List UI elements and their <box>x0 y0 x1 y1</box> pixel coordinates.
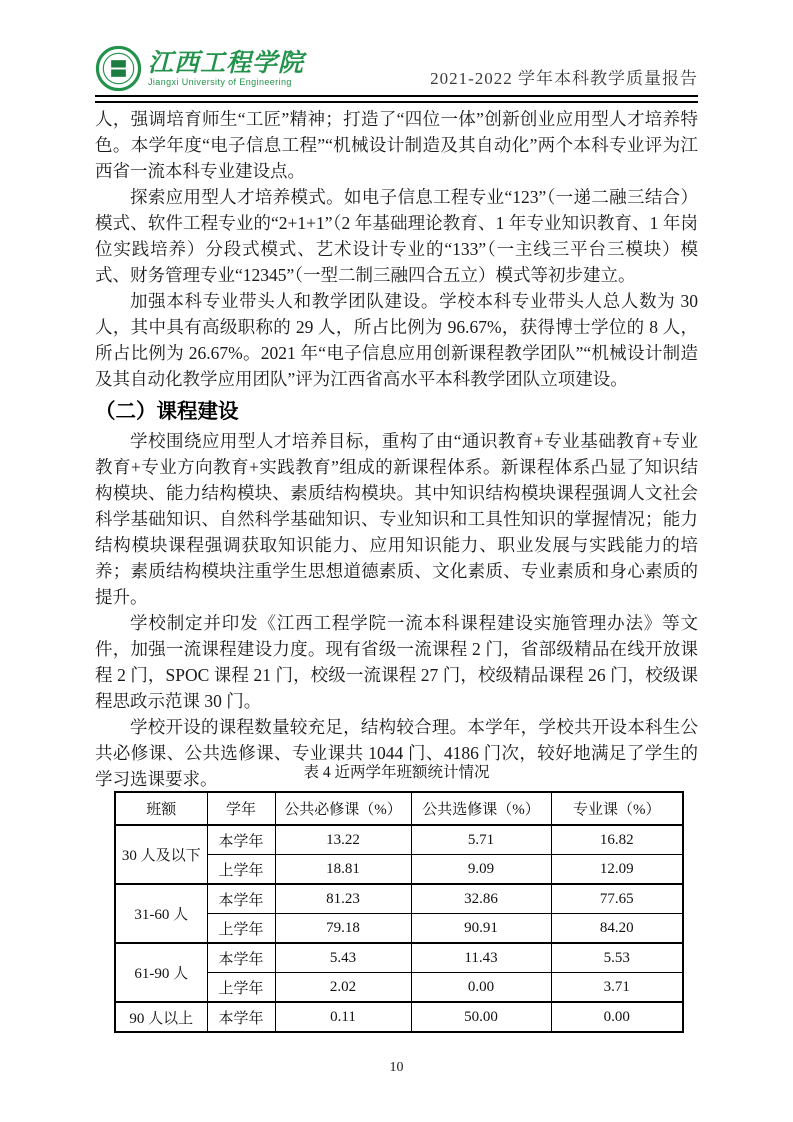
table-row <box>115 825 683 855</box>
table-header-row <box>115 792 683 825</box>
cell-value: 11.43 <box>411 943 551 973</box>
university-name <box>148 50 304 87</box>
paragraph: 探索应用型人才培养模式。如电子信息工程专业“123”（一递二融三结合）模式、软件工程专业的“2+1+1”（2 年基础理论教育、1 年专业知识教育、1 年岗位实践培养）分段式模式、艺术设计专业的“133”（一主线三平台三模块）模式、财务管理专业“12345”（一型二制三融四合五立）模式等初步建立。 <box>95 187 698 285</box>
cell-term: 上学年 <box>207 855 275 885</box>
cell-term: 本学年 <box>207 943 275 973</box>
cell-value: 32.86 <box>411 884 551 914</box>
class-size-table <box>114 791 684 1033</box>
page-header <box>95 36 698 92</box>
cell-value: 81.23 <box>275 884 411 914</box>
cell-value: 9.09 <box>411 855 551 885</box>
cell-term: 本学年 <box>207 1002 275 1032</box>
university-name-zh: 江西工程学院 <box>148 48 305 77</box>
cell-value: 0.00 <box>411 973 551 1003</box>
cell-term: 上学年 <box>207 973 275 1003</box>
col-header-elective: 公共选修课（%） <box>411 792 551 825</box>
cell-value: 13.22 <box>275 825 411 855</box>
university-logo <box>95 45 304 92</box>
cell-value: 0.11 <box>275 1002 411 1032</box>
cell-class-size: 90 人以上 <box>115 1002 207 1032</box>
cell-value: 5.71 <box>411 825 551 855</box>
col-header-class-size: 班额 <box>115 792 207 825</box>
cell-value: 79.18 <box>275 914 411 944</box>
cell-value: 3.71 <box>551 973 683 1003</box>
cell-value: 50.00 <box>411 1002 551 1032</box>
cell-term: 本学年 <box>207 884 275 914</box>
table-row <box>115 943 683 973</box>
table-row <box>115 1002 683 1032</box>
col-header-major: 专业课（%） <box>551 792 683 825</box>
cell-value: 5.43 <box>275 943 411 973</box>
page-number: 10 <box>389 1060 404 1075</box>
cell-term: 上学年 <box>207 914 275 944</box>
cell-term: 本学年 <box>207 825 275 855</box>
cell-value: 12.09 <box>551 855 683 885</box>
university-seal-icon <box>95 45 142 92</box>
section-heading: （二）课程建设 <box>95 399 239 423</box>
university-name-en: Jiangxi University of Engineering <box>148 77 292 87</box>
cell-value: 84.20 <box>551 914 683 944</box>
header-divider <box>95 95 698 103</box>
cell-value: 16.82 <box>551 825 683 855</box>
paragraph: 学校开设的课程数量较充足，结构较合理。本学年，学校共开设本科生公共必修课、公共选修课、专业课共 1044 门、4186 门次，较好地满足了学生的学习选课要求。 <box>95 717 698 789</box>
cell-class-size: 31-60 人 <box>115 884 207 943</box>
paragraph: 学校制定并印发《江西工程学院一流本科课程建设实施管理办法》等文件，加强一流课程建设力度。现有省级一流课程 2 门，省部级精品在线开放课程 2 门，SPOC 课程 21 门，校级一流课程 27 门，校级精品课程 26 门，校级课程思政示范课 30 门。 <box>95 613 698 711</box>
cell-value: 5.53 <box>551 943 683 973</box>
table-row <box>115 884 683 914</box>
cell-value: 18.81 <box>275 855 411 885</box>
paragraph: 加强本科专业带头人和教学团队建设。学校本科专业带头人总人数为 30 人，其中具有高级职称的 29 人，所占比例为 96.67%，获得博士学位的 8 人，所占比例为 26.67%。2021 年“电子信息应用创新课程教学团队”“机械设计制造及其自动化教学应用团队”评为江西省高水平本科教学团队立项建设。 <box>95 291 698 389</box>
document-body <box>95 106 698 792</box>
cell-value: 0.00 <box>551 1002 683 1032</box>
cell-value: 2.02 <box>275 973 411 1003</box>
paragraph: 人，强调培育师生“工匠”精神；打造了“四位一体”创新创业应用型人才培养特色。本学年度“电子信息工程”“机械设计制造及其自动化”两个本科专业评为江西省一流本科专业建设点。 <box>95 109 698 181</box>
report-title: 2021-2022 学年本科教学质量报告 <box>430 69 698 88</box>
table-caption: 表 4 近两学年班额统计情况 <box>303 764 490 781</box>
table-section <box>95 760 698 1033</box>
paragraph: 学校围绕应用型人才培养目标，重构了由“通识教育+专业基础教育+专业教育+专业方向教育+实践教育”组成的新课程体系。新课程体系凸显了知识结构模块、能力结构模块、素质结构模块。其中知识结构模块课程强调人文社会科学基础知识、自然科学基础知识、专业知识和工具性知识的掌握情况；能力结构模块课程强调获取知识能力、应用知识能力、职业发展与实践能力的培养；素质结构模块注重学生思想道德素质、文化素质、专业素质和身心素质的提升。 <box>95 431 698 607</box>
cell-value: 77.65 <box>551 884 683 914</box>
cell-class-size: 30 人及以下 <box>115 825 207 884</box>
col-header-term: 学年 <box>207 792 275 825</box>
col-header-required: 公共必修课（%） <box>275 792 411 825</box>
cell-value: 90.91 <box>411 914 551 944</box>
cell-class-size: 61-90 人 <box>115 943 207 1002</box>
